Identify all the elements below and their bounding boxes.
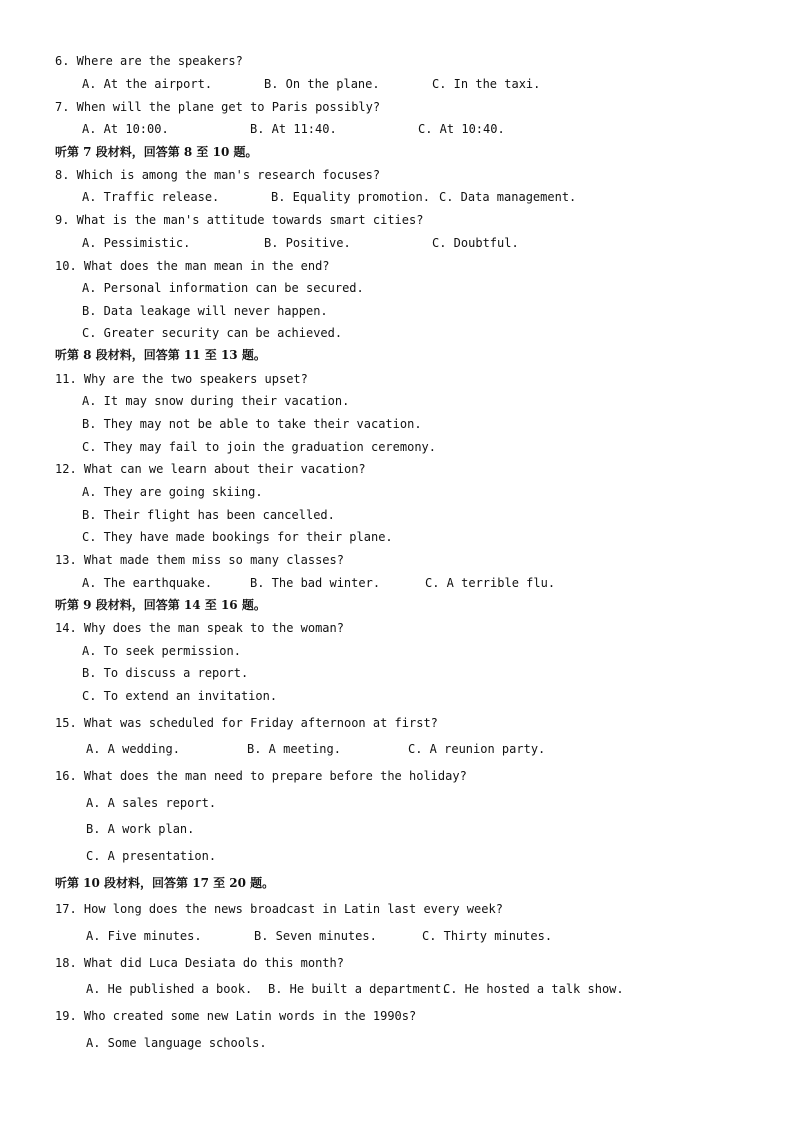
answer-option: C. Greater security can be achieved. <box>82 326 343 340</box>
answer-option: A. A wedding. <box>86 742 180 756</box>
answer-option: B. On the plane. <box>264 77 380 91</box>
section-instruction: 听第 8 段材料，回答第 11 至 13 题。 <box>55 348 266 362</box>
answer-option: A. They are going skiing. <box>82 485 263 499</box>
question-text: 8. Which is among the man's research focuses? <box>55 168 381 182</box>
question-text: 11. Why are the two speakers upset? <box>55 372 308 386</box>
answer-option: B. Equality promotion. <box>271 190 430 204</box>
answer-option: A. Personal information can be secured. <box>82 281 364 295</box>
answer-option: B. Seven minutes. <box>254 929 377 943</box>
answer-option: C. A terrible flu. <box>425 576 556 590</box>
question-text: 14. Why does the man speak to the woman? <box>55 621 344 635</box>
answer-option: C. He hosted a talk show. <box>443 982 624 996</box>
question-text: 15. What was scheduled for Friday afternoon at first? <box>55 716 438 730</box>
question-text: 18. What did Luca Desiata do this month? <box>55 956 344 970</box>
answer-option: A. Five minutes. <box>86 929 202 943</box>
answer-option: A. He published a book. <box>86 982 253 996</box>
section-instruction: 听第 9 段材料，回答第 14 至 16 题。 <box>55 598 266 612</box>
answer-option: B. Data leakage will never happen. <box>82 304 328 318</box>
answer-option: A. The earthquake. <box>82 576 213 590</box>
question-text: 6. Where are the speakers? <box>55 54 243 68</box>
answer-option: C. They may fail to join the graduation ceremony. <box>82 440 437 454</box>
answer-option: A. A sales report. <box>86 796 217 810</box>
question-text: 16. What does the man need to prepare before the holiday? <box>55 769 467 783</box>
question-text: 13. What made them miss so many classes? <box>55 553 344 567</box>
answer-option: C. To extend an invitation. <box>82 689 278 703</box>
question-text: 7. When will the plane get to Paris possibly? <box>55 100 381 114</box>
answer-option: C. Doubtful. <box>432 236 519 250</box>
answer-option: C. They have made bookings for their plane. <box>82 530 393 544</box>
answer-option: C. A presentation. <box>86 849 217 863</box>
answer-option: A. Some language schools. <box>86 1036 267 1050</box>
answer-option: B. He built a department. <box>268 982 449 996</box>
answer-option: C. A reunion party. <box>408 742 546 756</box>
answer-option: B. Their flight has been cancelled. <box>82 508 335 522</box>
answer-option: C. In the taxi. <box>432 77 541 91</box>
answer-option: A. It may snow during their vacation. <box>82 394 350 408</box>
section-instruction: 听第 10 段材料，回答第 17 至 20 题。 <box>55 876 275 890</box>
section-instruction: 听第 7 段材料，回答第 8 至 10 题。 <box>55 145 258 159</box>
answer-option: B. They may not be able to take their vacation. <box>82 417 422 431</box>
question-text: 12. What can we learn about their vacation? <box>55 462 366 476</box>
answer-option: B. Positive. <box>264 236 351 250</box>
answer-option: B. At 11:40. <box>250 122 337 136</box>
question-text: 17. How long does the news broadcast in Latin last every week? <box>55 902 503 916</box>
answer-option: B. A meeting. <box>247 742 341 756</box>
answer-option: A. Pessimistic. <box>82 236 191 250</box>
answer-option: A. At the airport. <box>82 77 213 91</box>
answer-option: C. At 10:40. <box>418 122 505 136</box>
answer-option: C. Thirty minutes. <box>422 929 553 943</box>
answer-option: A. Traffic release. <box>82 190 220 204</box>
answer-option: A. At 10:00. <box>82 122 169 136</box>
answer-option: B. The bad winter. <box>250 576 381 590</box>
answer-option: A. To seek permission. <box>82 644 241 658</box>
question-text: 19. Who created some new Latin words in the 1990s? <box>55 1009 417 1023</box>
question-text: 10. What does the man mean in the end? <box>55 259 330 273</box>
answer-option: C. Data management. <box>439 190 577 204</box>
answer-option: B. To discuss a report. <box>82 666 249 680</box>
answer-option: B. A work plan. <box>86 822 195 836</box>
question-text: 9. What is the man's attitude towards smart cities? <box>55 213 424 227</box>
